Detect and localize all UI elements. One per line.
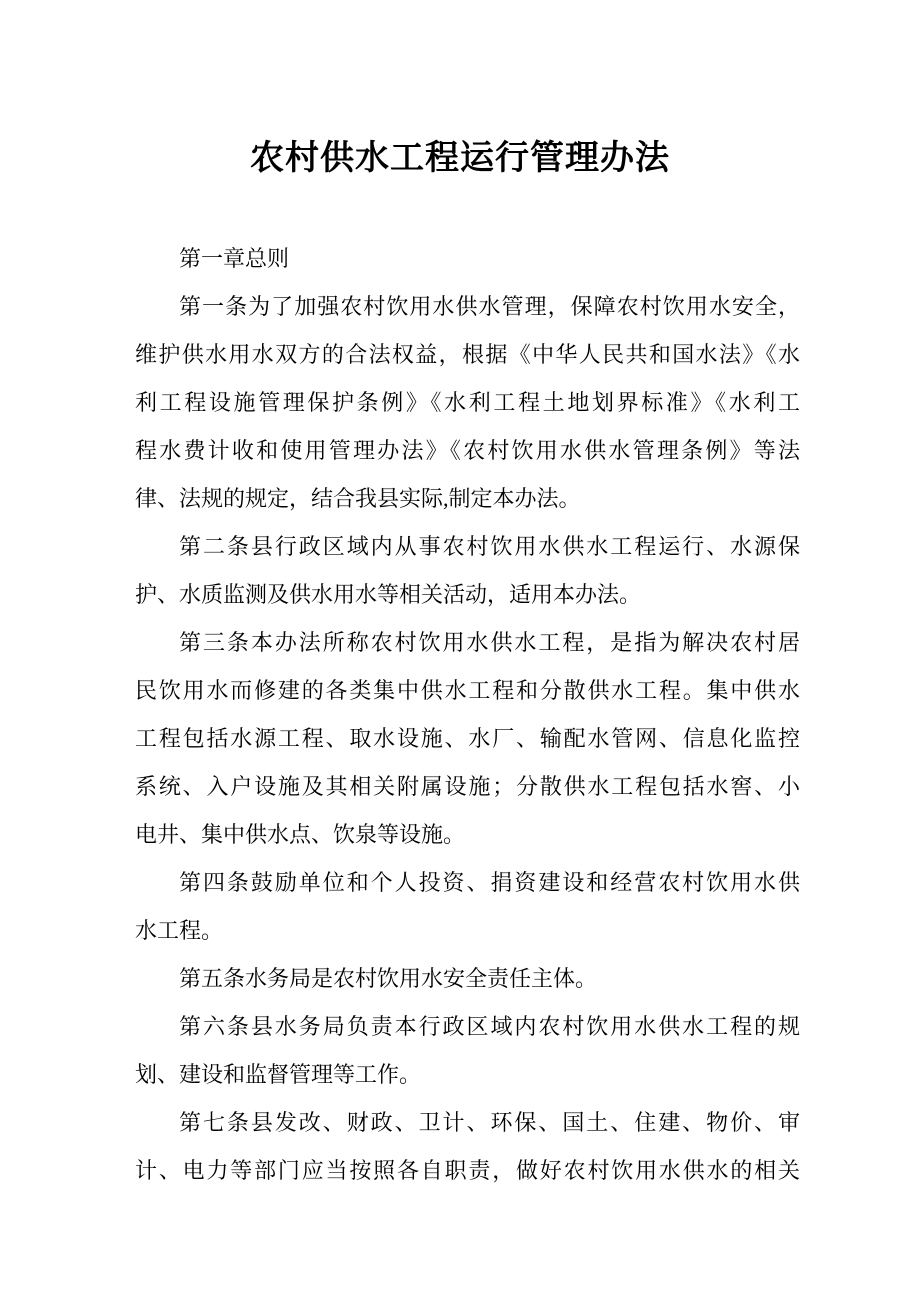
document-line: 第六条县水务局负责本行政区域内农村饮用水供水工程的规	[179, 1014, 800, 1039]
document-line: 计、电力等部门应当按照各自职责，做好农村饮用水供水的相关	[135, 1158, 800, 1183]
document-line: 第五条水务局是农村饮用水安全责任主体。	[179, 966, 598, 991]
document-line: 律、法规的规定，结合我县实际,制定本办法。	[135, 486, 581, 511]
document-line: 电井、集中供水点、饮泉等设施。	[135, 822, 466, 847]
document-line: 民饮用水而修建的各类集中供水工程和分散供水工程。集中供水	[135, 678, 800, 703]
document-line: 水工程。	[135, 918, 224, 943]
document-line: 第一条为了加强农村饮用水供水管理，保障农村饮用水安全，	[179, 294, 800, 319]
document-line: 利工程设施管理保护条例》《水利工程土地划界标准》《水利工	[135, 390, 800, 415]
document-line: 工程包括水源工程、取水设施、水厂、输配水管网、信息化监控	[135, 726, 800, 751]
document-title: 农村供水工程运行管理办法	[250, 139, 670, 177]
document-line: 第二条县行政区域内从事农村饮用水供水工程运行、水源保	[179, 534, 800, 559]
document-line: 程水费计收和使用管理办法》《农村饮用水供水管理条例》等法	[135, 438, 800, 463]
document-line: 维护供水用水双方的合法权益，根据《中华人民共和国水法》《水	[135, 342, 800, 367]
chapter-heading: 第一章总则	[179, 246, 290, 271]
document-line: 系统、入户设施及其相关附属设施；分散供水工程包括水窖、小	[135, 774, 800, 799]
document-line: 护、水质监测及供水用水等相关活动，适用本办法。	[135, 582, 642, 607]
document-line: 划、建设和监督管理等工作。	[135, 1062, 422, 1087]
document-line: 第四条鼓励单位和个人投资、捐资建设和经营农村饮用水供	[179, 870, 800, 895]
document-line: 第三条本办法所称农村饮用水供水工程，是指为解决农村居	[179, 630, 800, 655]
document-line: 第七条县发改、财政、卫计、环保、国土、住建、物价、审	[179, 1110, 800, 1135]
document-body	[0, 235, 920, 1195]
